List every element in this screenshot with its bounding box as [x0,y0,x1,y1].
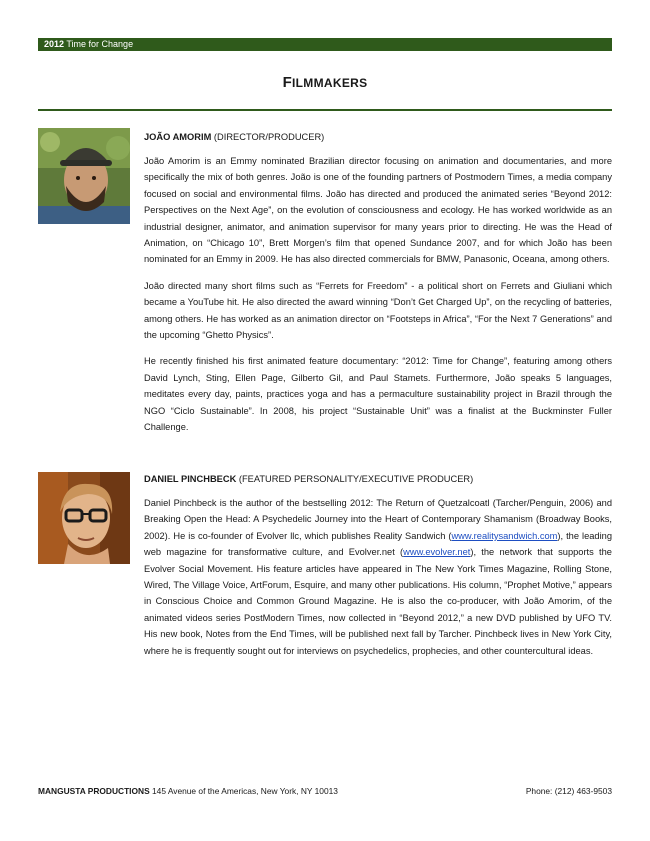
person-heading [144,472,612,486]
page-title-rest: ILMMAKERS [292,76,368,90]
bio-text: ), the network that supports the Evolver Social Movement. His feature articles have appeared in The New York Times Magazine, Rolling Stone, Wired, The Village Voice, ArtForum, Esquire, and many other publications. His column, “Prophet Motive,” appears in Conscious Choice and Common Ground Magazine. He is also the co-producer, with João Amorim, of the animated videos series PostModern Times, now collected in “Beyond 2012,” a new DVD published by UFO TV. His new book, Notes from the End Times, will be published next fall by Tarcher. Pinchbeck lives in New York City, where he is frequently sought out for interviews on psychedelics, prophecies, and other countercultural ideas. [144,547,612,656]
footer-company: MANGUSTA PRODUCTIONS [38,786,150,796]
evolver-link[interactable]: www.evolver.net [403,547,471,558]
footer [38,785,612,797]
header-year: 2012 [44,39,65,49]
title-divider [38,109,612,111]
bio-daniel-pinchbeck [144,472,612,669]
person-role: (DIRECTOR/PRODUCER) [213,132,325,142]
bio-text: Daniel Pinchbeck is the author of the bestselling 2012: The Return of Quetzalcoatl (Tarcher/Penguin, 2006) and Breaking Open the Head: A Psychedelic Journey into the Heart of Contemporary Shamanism (Broadway Books, 2002). He is co-founder of Evolver llc, which publishes Reality Sandwich ( [144,498,612,541]
bio-paragraph: João Amorim is an Emmy nominated Brazilian director focusing on animation and documentaries, and more specifically the mix of both genres. João is one of the founding partners of Postmodern Times, a media company focused on social and environmental films. João has directed and produced the animated series “Beyond 2012: Perspectives on the Next Age”, on the evolution of consciousness and ecology. He has worked worldwide as an industrial designer, animator, and animation supervisor for many years prior to directing. He was the Head of Animation, on “Chicago 10”, Brett Morgen’s film that opened Sundance 2007, and for which João has been nominated for an Emmy in 2009. He has also directed commercials for BMW, Panasonic, Oceana, among others. [144,156,612,265]
header-subtitle: Time for Change [66,39,134,49]
page-title [0,74,650,91]
portrait-daniel-pinchbeck-icon [38,472,130,564]
person-role: (FEATURED PERSONALITY/EXECUTIVE PRODUCER) [238,474,474,484]
person-name: DANIEL PINCHBECK [144,474,237,484]
page-title-initial: F [282,74,293,91]
footer-phone: Phone: (212) 463-9503 [525,786,612,796]
person-name: JOÃO AMORIM [144,132,212,142]
bio-joao-amorim [144,130,612,446]
header-bar [38,38,612,51]
bio-paragraph: He recently finished his first animated feature documentary: “2012: Time for Change”, featuring among others David Lynch, Sting, Ellen Page, Gilberto Gil, and Paul Stamets. Furthermore, João speaks 5 languages, meditates every day, paints, practices yoga and has a permaculture sustainability project in Brazil through the NGO “Ciclo Sustainable”. In 2008, his project “Sustainable Unit” was a finalist at the Buckminster Fuller Challenge. [144,356,612,433]
bio-text: ), the leading web magazine for transformative culture, and Evolver.net ( [144,530,612,558]
bio-paragraph: João directed many short films such as “Ferrets for Freedom” - a political short on Ferrets and Giuliani which became a YouTube hit. He also directed the award winning “Don’t Get Charged Up”, on the recycling of batteries, among others. He has worked as an animation director on “Footsteps in Africa”, “For the Next 7 Generations” and the upcoming “Ghetto Physics”. [144,280,612,341]
bio-paragraph [144,495,612,659]
footer-address: 145 Avenue of the Americas, New York, NY 10013 [152,786,338,796]
portrait-joao-amorim-icon [38,128,130,224]
person-heading [144,130,612,144]
reality-sandwich-link[interactable]: www.realitysandwich.com [451,530,558,541]
